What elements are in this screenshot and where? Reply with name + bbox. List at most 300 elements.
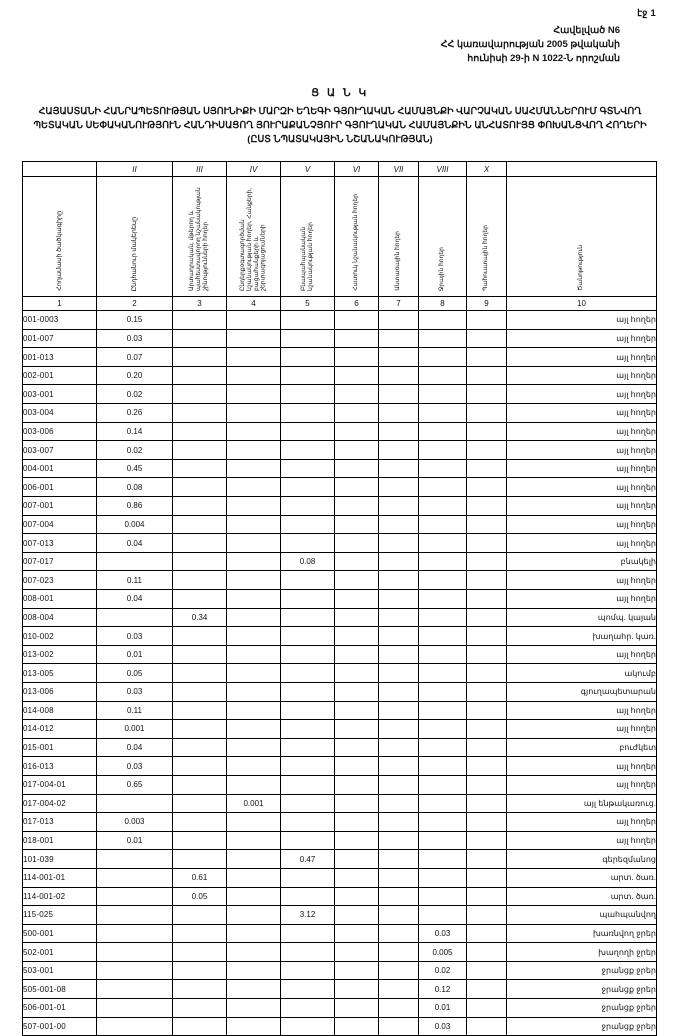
cell-special [335,571,379,590]
appendix-header-line1: Հավելված N6 [553,25,620,36]
cell-mining [227,813,281,832]
cell-note: այլ հողեր [507,329,657,348]
cell-total-area: 0.01 [97,831,173,850]
cell-environmental [281,831,335,850]
cell-note: այլ հողեր [507,775,657,794]
cell-parcel-code: 017-004-02 [23,794,97,813]
cell-water: 0.12 [419,980,467,999]
cell-forest [379,664,419,683]
table-row [23,775,657,794]
cell-special [335,794,379,813]
column-header-industrial [173,177,227,297]
cell-mining [227,590,281,609]
table-row [23,1017,657,1036]
cell-note: այլ հողեր [507,385,657,404]
cell-special [335,887,379,906]
cell-forest [379,738,419,757]
table-row [23,757,657,776]
cell-special [335,775,379,794]
cell-reserve [467,608,507,627]
cell-note: ջրանցք ջրեր [507,999,657,1018]
table-row [23,366,657,385]
cell-mining: 0.001 [227,794,281,813]
cell-industrial [173,422,227,441]
cell-environmental [281,329,335,348]
cell-water [419,664,467,683]
cell-industrial [173,627,227,646]
cell-mining [227,757,281,776]
cell-reserve [467,906,507,925]
document-subtitle: ՀԱՅԱՍՏԱՆԻ ՀԱՆՐԱՊԵՏՈՒԹՅԱՆ ՍՅՈՒՆԻՔԻ ՄԱՐԶԻ ԵՂԵԳԻ ԳՅՈՒՂԱԿԱՆ ՀԱՄԱՅՆՔԻ ՎԱՐՉԱԿԱՆ ՍԱՀՄԱՆՆԵՐՈՒՄ ԳՏՆՎՈՂ ՊԵՏԱԿԱՆ ՍԵՓԱԿԱՆՈՒԹՅՈՒՆ ՀԱՆԴԻՍԱՑՈՂ ՅՈՒՐԱՔԱՆՉՅՈՒՐ ԳՅՈՒՂԱԿԱՆ ՀԱՄԱՅՆՔԻՆ ԱՆՀԱՏՈՒՅՑ ՓՈԽԱՆՑՎՈՂ ՀՈՂԵՐԻ (ԸՍՏ ՆՊԱՏԱԿԱՅԻՆ ՆՇԱՆԱԿՈՒԹՅԱՆ) [33,106,647,145]
cell-special [335,627,379,646]
cell-reserve [467,311,507,330]
cell-special [335,682,379,701]
cell-environmental [281,608,335,627]
cell-industrial [173,943,227,962]
cell-reserve [467,385,507,404]
cell-special [335,404,379,423]
cell-forest [379,794,419,813]
cell-mining [227,645,281,664]
cell-parcel-code: 001-0003 [23,311,97,330]
cell-special [335,590,379,609]
cell-water [419,422,467,441]
cell-parcel-code: 003-007 [23,441,97,460]
cell-forest [379,961,419,980]
cell-total-area: 0.65 [97,775,173,794]
cell-water [419,441,467,460]
cell-parcel-code: 503-001 [23,961,97,980]
cell-forest [379,515,419,534]
table-row [23,961,657,980]
cell-total-area: 0.04 [97,534,173,553]
cell-note: պոմպ. կայան [507,608,657,627]
cell-total-area [97,887,173,906]
cell-industrial [173,1017,227,1036]
cell-total-area: 0.02 [97,385,173,404]
cell-water [419,887,467,906]
cell-total-area: 0.01 [97,645,173,664]
cell-mining [227,608,281,627]
cell-reserve [467,348,507,367]
cell-mining [227,627,281,646]
cell-forest [379,775,419,794]
cell-environmental [281,590,335,609]
cell-reserve [467,590,507,609]
cell-note: այլ հողեր [507,571,657,590]
cell-total-area: 0.20 [97,366,173,385]
cell-water [419,906,467,925]
cell-forest [379,478,419,497]
cell-parcel-code: 001-013 [23,348,97,367]
cell-environmental [281,868,335,887]
cell-water [419,404,467,423]
cell-special [335,459,379,478]
page-number: էջ 1 [637,8,656,19]
cell-special [335,906,379,925]
cell-total-area: 0.11 [97,701,173,720]
cell-parcel-code: 114-001-02 [23,887,97,906]
cell-special [335,422,379,441]
cell-forest [379,404,419,423]
cell-forest [379,924,419,943]
cell-water [419,534,467,553]
cell-industrial [173,906,227,925]
cell-note: արտ. ծառ. [507,887,657,906]
column-header-water-label: Ջրային հողեր [439,246,446,292]
cell-mining [227,515,281,534]
table-row [23,868,657,887]
cell-water: 0.02 [419,961,467,980]
column-header-mining [227,177,281,297]
cell-reserve [467,887,507,906]
cell-forest [379,590,419,609]
roman-2: II [97,162,173,177]
cell-water [419,329,467,348]
table-roman-row [23,162,657,177]
colnum-4: 4 [227,297,281,311]
cell-industrial: 0.34 [173,608,227,627]
colnum-5: 5 [281,297,335,311]
cell-total-area: 0.26 [97,404,173,423]
cell-industrial [173,999,227,1018]
table-row [23,422,657,441]
cell-special [335,497,379,516]
cell-reserve [467,1017,507,1036]
appendix-header-line3: հունիսի 29-ի N 1022-Ն որոշման [467,52,620,64]
cell-forest [379,608,419,627]
cell-industrial [173,850,227,869]
cell-industrial [173,552,227,571]
table-row [23,738,657,757]
cell-forest [379,682,419,701]
cell-forest [379,887,419,906]
appendix-header-line2: ՀՀ կառավարության 2005 թվականի [440,38,620,50]
cell-total-area [97,1017,173,1036]
cell-parcel-code: 007-017 [23,552,97,571]
cell-parcel-code: 018-001 [23,831,97,850]
cell-mining [227,980,281,999]
cell-parcel-code: 507-001-00 [23,1017,97,1036]
column-header-reserve [467,177,507,297]
cell-total-area: 0.03 [97,757,173,776]
cell-mining [227,738,281,757]
cell-environmental [281,757,335,776]
cell-forest [379,627,419,646]
cell-environmental [281,385,335,404]
table-row [23,924,657,943]
cell-mining [227,775,281,794]
cell-total-area: 0.86 [97,497,173,516]
cell-reserve [467,627,507,646]
cell-total-area [97,980,173,999]
cell-note: այլ հողեր [507,366,657,385]
cell-environmental [281,1017,335,1036]
cell-environmental: 0.08 [281,552,335,571]
cell-parcel-code: 007-013 [23,534,97,553]
table-row [23,608,657,627]
roman-7: VII [379,162,419,177]
table-row [23,329,657,348]
cell-special [335,757,379,776]
cell-note: այլ հողեր [507,348,657,367]
table-row [23,571,657,590]
cell-water [419,868,467,887]
table-row [23,459,657,478]
cell-environmental [281,459,335,478]
cell-industrial [173,813,227,832]
cell-industrial [173,682,227,701]
table-row [23,645,657,664]
cell-parcel-code: 007-023 [23,571,97,590]
cell-reserve [467,478,507,497]
cell-parcel-code: 013-006 [23,682,97,701]
cell-special [335,943,379,962]
cell-note: խաղողի ջրեր [507,943,657,962]
cell-parcel-code: 001-007 [23,329,97,348]
cell-note: այլ հողեր [507,311,657,330]
cell-parcel-code: 015-001 [23,738,97,757]
cell-environmental [281,794,335,813]
cell-environmental [281,441,335,460]
cell-total-area [97,943,173,962]
cell-mining [227,701,281,720]
cell-note: այլ հողեր [507,459,657,478]
column-header-special-label: Հատուկ նշանակության հողեր [353,194,360,292]
cell-reserve [467,757,507,776]
cell-total-area: 0.001 [97,720,173,739]
cell-parcel-code: 008-001 [23,590,97,609]
cell-forest [379,813,419,832]
cell-reserve [467,868,507,887]
cell-environmental [281,720,335,739]
cell-reserve [467,943,507,962]
cell-reserve [467,850,507,869]
cell-reserve [467,404,507,423]
cell-mining [227,552,281,571]
cell-mining [227,924,281,943]
table-row [23,590,657,609]
cell-forest [379,999,419,1018]
cell-environmental: 0.47 [281,850,335,869]
cell-special [335,515,379,534]
table-row [23,515,657,534]
cell-forest [379,906,419,925]
cell-mining [227,906,281,925]
cell-environmental [281,366,335,385]
table-body [23,311,657,1036]
cell-special [335,366,379,385]
cell-mining [227,385,281,404]
cell-industrial [173,645,227,664]
cell-forest [379,757,419,776]
cell-industrial [173,459,227,478]
roman-8: VIII [419,162,467,177]
colnum-8: 8 [419,297,467,311]
cell-parcel-code: 004-001 [23,459,97,478]
cell-reserve [467,980,507,999]
cell-reserve [467,459,507,478]
cell-note: այլ հողեր [507,645,657,664]
table-row [23,441,657,460]
colnum-6: 6 [335,297,379,311]
column-header-code-label: Հողամասի ծածկագիրը [55,211,63,292]
cell-mining [227,682,281,701]
cell-forest [379,534,419,553]
cell-mining [227,1017,281,1036]
roman-6: VI [335,162,379,177]
cell-water [419,738,467,757]
cell-reserve [467,831,507,850]
cell-industrial [173,775,227,794]
cell-note: ջրանցք ջրեր [507,961,657,980]
colnum-1: 1 [23,297,97,311]
cell-forest [379,385,419,404]
cell-industrial [173,590,227,609]
cell-water [419,831,467,850]
cell-industrial [173,534,227,553]
cell-industrial [173,720,227,739]
cell-environmental [281,664,335,683]
cell-note: այլ հողեր [507,720,657,739]
cell-reserve [467,329,507,348]
colnum-3: 3 [173,297,227,311]
cell-water [419,645,467,664]
cell-parcel-code: 506-001-01 [23,999,97,1018]
cell-total-area [97,924,173,943]
table-row [23,887,657,906]
cell-special [335,868,379,887]
cell-note: ջրանցք ջրեր [507,980,657,999]
cell-note: այլ հողեր [507,831,657,850]
cell-parcel-code: 014-008 [23,701,97,720]
cell-industrial [173,961,227,980]
cell-parcel-code: 013-005 [23,664,97,683]
cell-mining [227,459,281,478]
cell-parcel-code: 003-001 [23,385,97,404]
cell-forest [379,571,419,590]
cell-mining [227,311,281,330]
cell-mining [227,478,281,497]
table-row [23,831,657,850]
cell-note: պահպանվող [507,906,657,925]
cell-forest [379,868,419,887]
cell-reserve [467,813,507,832]
roman-1 [23,162,97,177]
cell-mining [227,497,281,516]
cell-special [335,980,379,999]
cell-special [335,645,379,664]
cell-special [335,701,379,720]
cell-industrial [173,515,227,534]
cell-special [335,385,379,404]
cell-environmental [281,348,335,367]
cell-note: այլ հողեր [507,515,657,534]
cell-mining [227,999,281,1018]
cell-industrial [173,478,227,497]
cell-industrial [173,980,227,999]
cell-total-area: 0.45 [97,459,173,478]
cell-forest [379,943,419,962]
table-row [23,943,657,962]
column-header-special [335,177,379,297]
cell-water [419,311,467,330]
cell-reserve [467,664,507,683]
cell-special [335,664,379,683]
roman-5: V [281,162,335,177]
column-header-industrial-label: Արտադրական, մթերող և պահեստավորող նշանակության շինությունների հողեր [189,187,209,292]
roman-4: IV [227,162,281,177]
cell-note: այլ հողեր [507,701,657,720]
cell-industrial [173,385,227,404]
roman-9: X [467,162,507,177]
cell-forest [379,459,419,478]
cell-special [335,608,379,627]
cell-mining [227,441,281,460]
cell-special [335,329,379,348]
cell-water [419,682,467,701]
cell-special [335,441,379,460]
cell-note: խաղահր. կառ. [507,627,657,646]
cell-special [335,924,379,943]
cell-industrial [173,404,227,423]
cell-parcel-code: 013-002 [23,645,97,664]
cell-mining [227,348,281,367]
cell-parcel-code: 014-012 [23,720,97,739]
cell-industrial [173,757,227,776]
cell-total-area: 0.02 [97,441,173,460]
table-row [23,497,657,516]
cell-total-area: 0.004 [97,515,173,534]
cell-reserve [467,775,507,794]
cell-industrial: 0.05 [173,887,227,906]
cell-total-area [97,999,173,1018]
cell-special [335,961,379,980]
cell-parcel-code: 003-006 [23,422,97,441]
cell-environmental [281,645,335,664]
cell-reserve [467,961,507,980]
cell-note: այլ հողեր [507,404,657,423]
cell-forest [379,1017,419,1036]
cell-water [419,552,467,571]
cell-note: այլ հողեր [507,478,657,497]
cell-water [419,590,467,609]
cell-reserve [467,924,507,943]
cell-forest [379,552,419,571]
roman-3: III [173,162,227,177]
cell-reserve [467,552,507,571]
table-number-row [23,297,657,311]
cell-special [335,850,379,869]
cell-reserve [467,682,507,701]
cell-total-area [97,868,173,887]
cell-parcel-code: 007-004 [23,515,97,534]
cell-water [419,348,467,367]
cell-industrial [173,701,227,720]
cell-reserve [467,645,507,664]
cell-note: այլ հողեր [507,813,657,832]
cell-mining [227,534,281,553]
cell-total-area [97,794,173,813]
column-header-reserve-label: Պահուստային հողեր [483,224,490,292]
cell-parcel-code: 115-025 [23,906,97,925]
cell-industrial [173,794,227,813]
cell-environmental [281,422,335,441]
cell-environmental [281,738,335,757]
cell-note: այլ հողեր [507,534,657,553]
column-header-code [23,177,97,297]
cell-mining [227,664,281,683]
